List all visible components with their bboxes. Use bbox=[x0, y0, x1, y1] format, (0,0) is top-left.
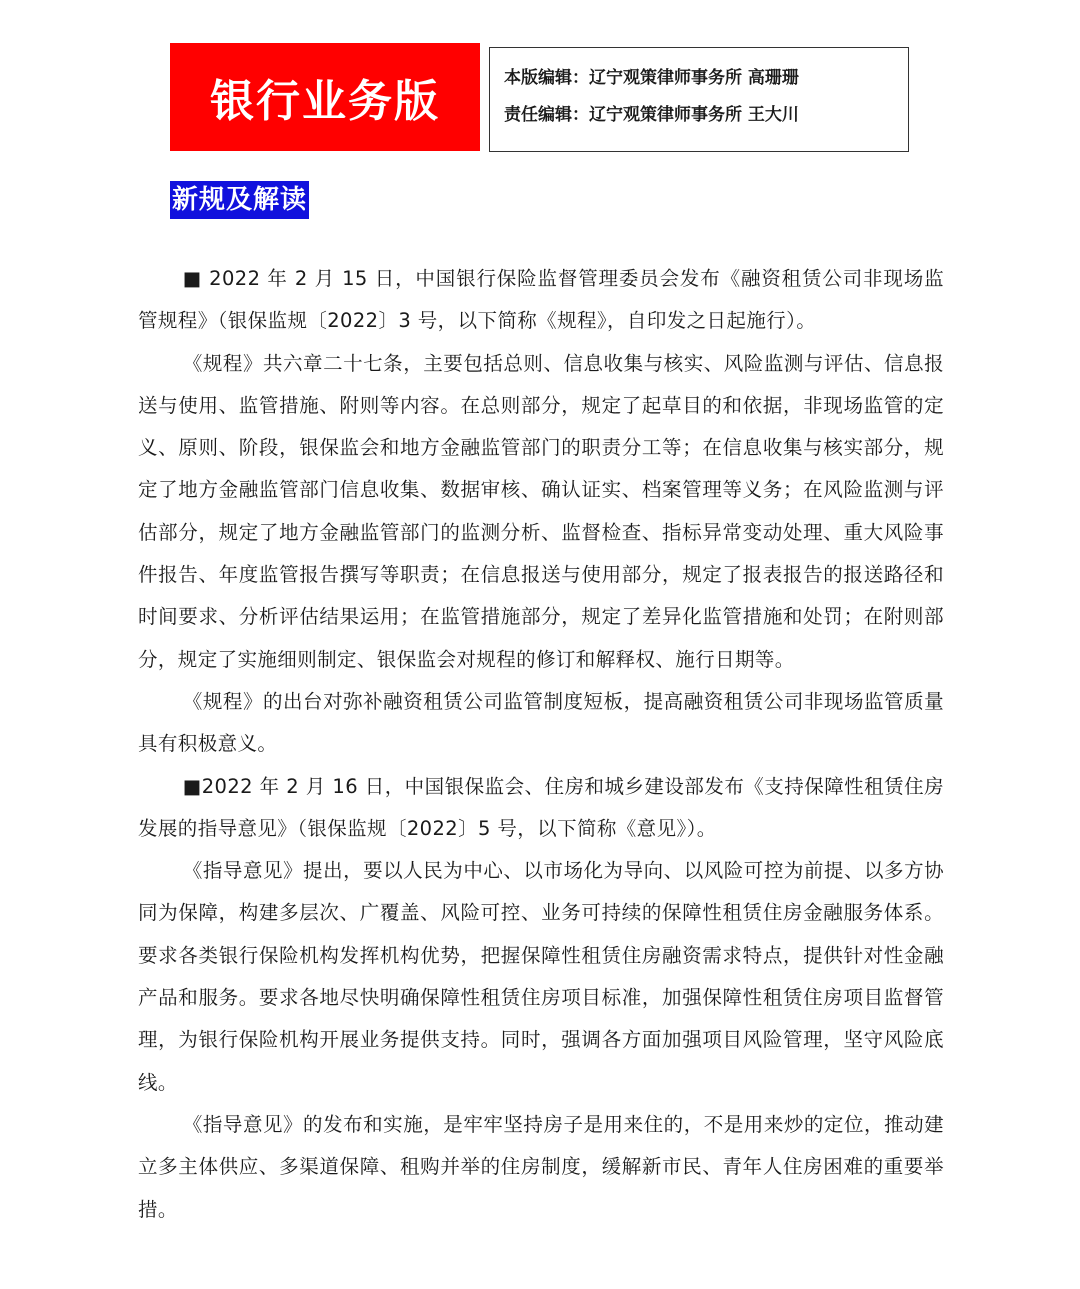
paragraph: 《指导意见》的发布和实施，是牢牢坚持房子是用来住的，不是用来炒的定位，推动建立多主体供应、多渠道保障、租购并举的住房制度，缓解新市民、青年人住房困难的重要举措。 bbox=[138, 1112, 944, 1221]
paragraph: ■ 2022 年 2 月 15 日，中国银行保险监督管理委员会发布《融资租赁公司非现场监管规程》（银保监规〔2022〕3 号，以下简称《规程》，自印发之日起施行）。 bbox=[138, 267, 944, 333]
paragraph: 《指导意见》提出，要以人民为中心、以市场化为导向、以风险可控为前提、以多方协同为保障，构建多层次、广覆盖、风险可控、业务可持续的保障性租赁住房金融服务体系。要求各类银行保险机构发挥机构优势，把握保障性租赁住房融资需求特点，提供针对性金融产品和服务。要求各地尽快明确保障性租赁住房项目标准，加强保障性租赁住房项目监督管理，为银行保险机构开展业务提供支持。同时，强调各方面加强项目风险管理，坚守风险底线。 bbox=[138, 859, 944, 1094]
paragraph: 《规程》共六章二十七条，主要包括总则、信息收集与核实、风险监测与评估、信息报送与使用、监管措施、附则等内容。在总则部分，规定了起草目的和依据，非现场监管的定义、原则、阶段，银保监会和地方金融监管部门的职责分工等；在信息收集与核实部分，规定了地方金融监管部门信息收集、数据审核、确认证实、档案管理等义务；在风险监测与评估部分，规定了地方金融监管部门的监测分析、监督检查、指标异常变动处理、重大风险事件报告、年度监管报告撰写等职责；在信息报送与使用部分，规定了报表报告的报送路径和时间要求、分析评估结果运用；在监管措施部分，规定了差异化监管措施和处罚；在附则部分，规定了实施细则制定、银保监会对规程的修订和解释权、施行日期等。 bbox=[138, 351, 944, 671]
responsible-editor-line: 责任编辑：辽宁观策律师事务所 王大川 bbox=[504, 105, 799, 125]
section-heading: 新规及解读 bbox=[170, 181, 309, 219]
editor-info-box bbox=[489, 47, 909, 152]
banner-title: 银行业务版 bbox=[210, 76, 440, 127]
article-body bbox=[138, 258, 944, 1231]
paragraph: ■2022 年 2 月 16 日，中国银保监会、住房和城乡建设部发布《支持保障性租赁住房发展的指导意见》（银保监规〔2022〕5 号，以下简称《意见》）。 bbox=[138, 774, 944, 840]
paragraph: 《规程》的出台对弥补融资租赁公司监管制度短板，提高融资租赁公司非现场监管质量具有积极意义。 bbox=[138, 689, 944, 756]
section-banner bbox=[170, 43, 480, 151]
editor-line: 本版编辑：辽宁观策律师事务所 高珊珊 bbox=[504, 68, 799, 88]
